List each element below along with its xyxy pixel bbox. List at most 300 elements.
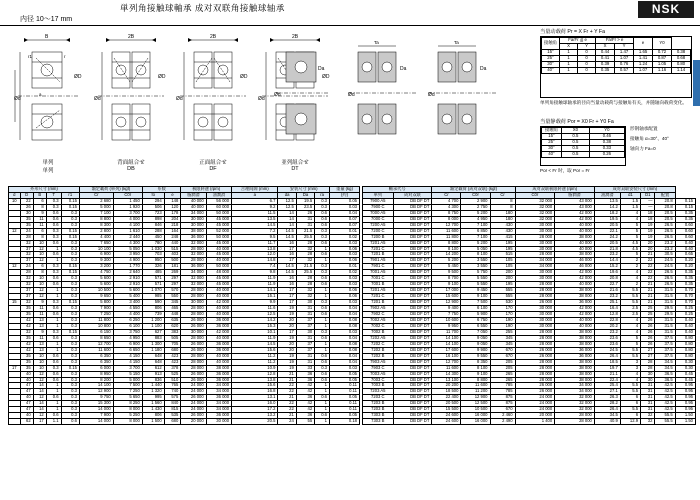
table-cell: 21 (278, 377, 296, 383)
table-cell: 4.5 (620, 246, 640, 252)
table-cell: 19 (278, 365, 296, 371)
table-cell: 7 500 (113, 383, 142, 389)
table-cell: 0.3 (61, 383, 79, 389)
table-cell: 31 (296, 353, 314, 359)
table-cell: 28 (641, 359, 655, 365)
table-cell: 0.35 (675, 210, 695, 216)
right-colgroup-3: 成对双联安装尺寸 (mm) (594, 187, 675, 193)
table-cell: 2 440 (113, 234, 142, 240)
table-cell: 42 000 (555, 306, 595, 312)
table-cell: 0.41 (596, 55, 615, 61)
table-cell: 5 (620, 252, 640, 258)
table-cell: 15° (542, 133, 562, 139)
table-cell: 20.2 (594, 323, 620, 329)
svg-text:ØD: ØD (158, 74, 166, 80)
table-cell: 36 000 (206, 413, 231, 419)
table-cell: 14 (278, 222, 296, 228)
column-header: da (278, 192, 296, 198)
table-cell: 17 (9, 365, 21, 371)
table-cell: DB DF DT (393, 341, 432, 347)
table-cell: 31.5 (655, 329, 675, 335)
table-cell: 1.16 (653, 67, 672, 73)
table-cell: 0.06 (330, 258, 360, 264)
table-cell: 24 000 (515, 401, 555, 407)
table-cell: 0.3 (46, 234, 61, 240)
table-cell: 28 000 (515, 294, 555, 300)
table-cell: 0.04 (330, 312, 360, 318)
table-cell: 21 (641, 300, 655, 306)
table-cell: 45 000 (206, 216, 231, 222)
table-cell: 7201 B (363, 300, 394, 306)
table-cell: 9 950 (432, 323, 461, 329)
table-cell: 9 050 (461, 335, 490, 341)
table-row[interactable] (9, 419, 360, 425)
table-cell: 12 (33, 258, 46, 264)
table-cell: 0.03 (330, 365, 360, 371)
table-cell: 30 000 (515, 312, 555, 318)
table-cell: 612 (142, 365, 164, 371)
table-cell: 0.3 (61, 335, 79, 341)
table-cell: 180 (490, 210, 515, 216)
column-header: 成对双联 (393, 192, 432, 198)
table-cell: 40 000 (206, 335, 231, 341)
table-cell: DB DF DT (393, 312, 432, 318)
table-cell: 24.5 (655, 258, 675, 264)
table-cell: 21.1 (594, 371, 620, 377)
table-cell: 0.3 (46, 228, 61, 234)
table-cell: 7201 C (363, 246, 394, 252)
table-cell: 27 (641, 353, 655, 359)
table-cell: 9 300 (79, 258, 113, 264)
table-cell: 15 (9, 300, 21, 306)
table-cell: 25.5 (296, 270, 314, 276)
table-cell: 0.70 (675, 294, 695, 300)
table-cell: 1 (560, 49, 578, 55)
table-cell: 0.57 (615, 67, 634, 73)
table-cell: 8 (33, 234, 46, 240)
table-cell: 7200 C (363, 228, 394, 234)
table-cell: DB DF DT (393, 317, 432, 323)
table-cell: 40 000 (555, 246, 595, 252)
table-cell: 11.9 (232, 335, 278, 341)
table-cell: 5 050 (461, 246, 490, 252)
table-cell: 56 000 (206, 198, 231, 204)
table-cell: 7.2 (232, 228, 278, 234)
column-header: C0r (461, 192, 490, 198)
table-cell: 30 000 (515, 323, 555, 329)
table-cell: 32 000 (555, 407, 595, 413)
table-cell: 32 000 (515, 204, 555, 210)
table-cell: 36 000 (555, 353, 595, 359)
table-cell: 8 800 (432, 240, 461, 246)
table-cell: 16.8 (232, 389, 278, 395)
table-cell: 26 000 (515, 300, 555, 306)
table-cell: 48 000 (206, 270, 231, 276)
table-cell: 345 (490, 341, 515, 347)
table-cell: 1 (560, 67, 578, 73)
table-cell: 30 (641, 371, 655, 377)
table-cell: 31 (641, 389, 655, 395)
table-cell: 28 000 (515, 329, 555, 335)
figure-caption-df-code: DF (209, 166, 217, 172)
table-cell: 24 600 (432, 419, 461, 425)
table-cell: 9 (33, 210, 46, 216)
table-cell: 36 000 (555, 347, 595, 353)
table-cell: 42 (296, 389, 314, 395)
table-cell: 5 400 (113, 294, 142, 300)
table-cell: 0.3 (46, 270, 61, 276)
table-cell: 1 (46, 317, 61, 323)
table-cell: 3 200 (79, 264, 113, 270)
table-cell: 8 650 (79, 335, 113, 341)
table-cell: 0.04 (330, 335, 360, 341)
table-cell: 14.1 (232, 288, 278, 294)
table-cell: 20 000 (515, 413, 555, 419)
table-cell: 0.6 (61, 419, 79, 425)
table-cell: 0.76 (615, 61, 634, 67)
table-cell: 326 (142, 264, 164, 270)
table-cell: 20.5 (232, 419, 278, 425)
mounting-figure-pair-1 (346, 34, 426, 154)
table-cell: 723 (142, 210, 164, 216)
table-cell: 37.5 (655, 353, 675, 359)
table-cell: 0.5 (562, 139, 590, 145)
table-cell: 17 (278, 288, 296, 294)
table-cell: DB DF DT (393, 359, 432, 365)
table-cell: 10 (33, 282, 46, 288)
table-cell: 1.41 (634, 55, 653, 61)
table-cell: 32 (296, 294, 314, 300)
table-cell: 38 000 (555, 335, 595, 341)
table-cell: 32 000 (515, 216, 555, 222)
table-cell: 0.35 (675, 270, 695, 276)
table-cell: 1 (46, 401, 61, 407)
table-cell: 40° (542, 151, 562, 157)
table-cell: 30 (20, 210, 33, 216)
table-cell: 14.4 (594, 258, 620, 264)
table-cell: 24.5 (594, 347, 620, 353)
table-cell: 5.5 (620, 389, 640, 395)
table-cell: 40 (20, 371, 33, 377)
table-cell: 0.3 (315, 329, 330, 335)
left-table-body (9, 198, 360, 424)
table-cell: 22.7 (594, 282, 620, 288)
table-cell: 9 (33, 329, 46, 335)
table-cell: 17 (33, 419, 46, 425)
right-data-table[interactable] (362, 186, 696, 425)
table-cell: 12.5 (278, 204, 296, 210)
table-cell: 7003 C (363, 377, 394, 383)
page-title: 単列角接触球軸承 成对双联角接触球轴承 (120, 3, 285, 13)
table-cell: 26.5 (655, 276, 675, 282)
table-cell: 0.08 (330, 347, 360, 353)
table-cell: 47 (20, 407, 33, 413)
left-data-table-wrap[interactable] (8, 186, 360, 494)
svg-text:Ød: Ød (348, 92, 355, 98)
page-header (0, 0, 700, 26)
table-cell: 11 600 (432, 228, 461, 234)
right-side-note-2: 接触角 α=30°、40° (630, 136, 669, 141)
svg-text:Da: Da (480, 66, 487, 72)
table-cell: 0.3 (315, 204, 330, 210)
table-cell: 0.40 (675, 329, 695, 335)
table-cell: 0.3 (315, 228, 330, 234)
table-cell: 19.6 (594, 270, 620, 276)
table-cell: 0.6 (315, 252, 330, 258)
table-cell: DB DF DT (393, 240, 432, 246)
table-cell: 8 700 (432, 276, 461, 282)
table-cell: 218 (164, 222, 181, 228)
table-cell: 8 (33, 270, 46, 276)
table-cell: 0.95 (675, 401, 695, 407)
table-cell: 37.5 (655, 347, 675, 353)
table-cell: 36 000 (181, 234, 206, 240)
table-cell: 2 (620, 282, 640, 288)
table-cell: 42 000 (206, 300, 231, 306)
table-cell: 31 (296, 335, 314, 341)
table-cell: 0.08 (330, 323, 360, 329)
table-cell: 12 (33, 246, 46, 252)
table-cell: 12 (9, 264, 21, 270)
table-cell: 34 000 (206, 407, 231, 413)
table-cell: 19 (278, 335, 296, 341)
table-cell: 14 100 (432, 335, 461, 341)
table-cell: 0.6 (46, 335, 61, 341)
table-cell: 0.05 (330, 395, 360, 401)
table-cell: 0.06 (330, 288, 360, 294)
table-cell: 0.6 (46, 276, 61, 282)
table-cell: 26.5 (655, 282, 675, 288)
table-cell: 1 070 (142, 288, 164, 294)
table-cell: 0.08 (330, 317, 360, 323)
table-cell: 4 150 (113, 359, 142, 365)
table-cell: 2 680 (79, 198, 113, 204)
table-row (542, 67, 691, 73)
page-subtitle: 内径 10～17 mm (20, 16, 73, 23)
table-cell: 30 (641, 377, 655, 383)
table-cell: 42 (296, 401, 314, 407)
table-cell: 148 (164, 198, 181, 204)
table-cell: 26 (296, 210, 314, 216)
table-cell: 7 100 (79, 210, 113, 216)
table-cell: 506 (142, 204, 164, 210)
table-cell: 36 000 (181, 264, 206, 270)
column-header: d (9, 192, 21, 198)
table-cell: 26 (641, 341, 655, 347)
table-cell: 34 000 (181, 270, 206, 276)
table-cell: 0.6 (315, 377, 330, 383)
table-cell: 36 (296, 413, 314, 419)
table-cell: 22.8 (594, 317, 620, 323)
table-cell: 1 (315, 246, 330, 252)
table-cell: 36 000 (206, 347, 231, 353)
table-cell: 31 (641, 401, 655, 407)
table-cell: 20 (278, 323, 296, 329)
table-cell: 913 (142, 371, 164, 377)
table-cell: 42 000 (555, 210, 595, 216)
table-cell: 40 000 (206, 312, 231, 318)
table-cell: DB DF DT (393, 389, 432, 395)
table-cell: 846 (142, 222, 164, 228)
column-header: C0r (515, 192, 555, 198)
table-cell: 5.5 (620, 407, 640, 413)
table-cell: 25 (641, 312, 655, 318)
table-cell: 45 000 (206, 240, 231, 246)
table-cell: 4 (620, 371, 640, 377)
table-cell: 0.70 (675, 300, 695, 306)
table-cell: 571 (142, 282, 164, 288)
column-header: Cr (490, 192, 515, 198)
svg-text:r1: r1 (28, 54, 33, 59)
table-cell: 6 650 (113, 347, 142, 353)
table-cell: 26 000 (515, 347, 555, 353)
table-cell: 42.5 (655, 389, 675, 395)
table-cell: 0.25 (675, 306, 695, 312)
svg-text:Ød: Ød (176, 96, 183, 102)
table-cell: 10 (33, 252, 46, 258)
table-cell: 26.4 (594, 407, 620, 413)
table-cell: 3 700 (113, 365, 142, 371)
column-header: 単列 (363, 192, 394, 198)
table-cell: 8 (490, 204, 515, 210)
table-cell: DB DF DT (393, 377, 432, 383)
figure-caption-db: 背面組合せ (117, 160, 145, 166)
table-cell: 0.3 (61, 317, 79, 323)
table-cell: 31.5 (655, 288, 675, 294)
table-cell: 10 800 (79, 323, 113, 329)
table-cell: 12 500 (461, 401, 490, 407)
table-cell: 9 650 (79, 294, 113, 300)
table-cell: 22 (641, 270, 655, 276)
table-cell: 4 400 (113, 312, 142, 318)
table-cell: 12.0 (232, 252, 278, 258)
left-colgroup-1: 額定載荷 (単列) (kgf) (79, 187, 142, 193)
table-cell: 0.01 (330, 228, 360, 234)
table-cell: 1 200 (142, 317, 164, 323)
table-cell: 765 (164, 383, 181, 389)
table-cell: 40 000 (206, 294, 231, 300)
table-cell: 35 (20, 222, 33, 228)
table-cell: — (641, 204, 655, 210)
table-cell: 31 (296, 216, 314, 222)
table-cell: 950 (142, 258, 164, 264)
table-cell: 15 300 (79, 401, 113, 407)
table-cell: 38 000 (555, 294, 595, 300)
table-cell: 26 000 (181, 341, 206, 347)
table-cell: 52 000 (206, 228, 231, 234)
table-cell: 28 000 (515, 252, 555, 258)
table-cell: 17 (278, 300, 296, 306)
table-cell: DB DF DT (393, 401, 432, 407)
table-cell: 14 300 (432, 371, 461, 377)
table-cell: 12 700 (432, 359, 461, 365)
table-cell: 265 (490, 371, 515, 377)
table-cell: 19.5 (594, 216, 620, 222)
right-table-body (363, 198, 696, 424)
table-cell: 2 910 (113, 276, 142, 282)
table-cell: 7003 A5 (363, 371, 394, 377)
table-cell: 13 (33, 317, 46, 323)
table-cell: 26.5 (655, 222, 675, 228)
left-colgroup-0: 外形尺寸 (mm) (9, 187, 80, 193)
table-cell: 0.3 (61, 407, 79, 413)
table-cell: 31 (641, 407, 655, 413)
table-cell: 0.15 (61, 270, 79, 276)
table-cell: 4 (620, 329, 640, 335)
table-row[interactable] (363, 419, 696, 425)
table-cell: 6.7 (232, 198, 278, 204)
table-cell: 32 (20, 240, 33, 246)
table-cell: 0.3 (61, 288, 79, 294)
table-cell: 21 (641, 282, 655, 288)
table-cell: 32 (296, 258, 314, 264)
table-cell: 13.1 (232, 395, 278, 401)
table-cell: 7002 C (363, 323, 394, 329)
table-cell: 42 (20, 347, 33, 353)
table-cell: 0.11 (330, 407, 360, 413)
table-cell: 26 (641, 335, 655, 341)
table-cell: 2 (620, 264, 640, 270)
table-cell: 28 000 (181, 365, 206, 371)
table-cell: 7 100 (461, 222, 490, 228)
table-cell: 1 (315, 317, 330, 323)
table-cell: 40 000 (206, 359, 231, 365)
table-cell: 836 (142, 377, 164, 383)
table-cell: 37 (296, 341, 314, 347)
table-cell: 0.72 (653, 49, 672, 55)
table-cell: 32 000 (181, 240, 206, 246)
table-cell: 7200 A5 (363, 222, 394, 228)
table-cell: 4 550 (113, 306, 142, 312)
table-cell: 34 000 (555, 383, 595, 389)
table-cell: DB DF DT (393, 347, 432, 353)
table-cell: 14 000 (79, 419, 113, 425)
table-cell: 40 000 (206, 306, 231, 312)
table-cell: 11 (33, 216, 46, 222)
table-cell: 20.5 (655, 210, 675, 216)
left-colgroup-4: 合理间隙 (mm) (232, 187, 278, 193)
table-cell: 21 (278, 371, 296, 377)
table-cell: 29.5 (655, 312, 675, 318)
table-cell: 4 (620, 317, 640, 323)
table-cell: 26 000 (181, 347, 206, 353)
table-cell: 32 000 (515, 198, 555, 204)
table-cell: 10 (33, 353, 46, 359)
svg-text:ØD: ØD (322, 74, 330, 80)
table-cell: 3 550 (461, 264, 490, 270)
table-cell: 1 (315, 347, 330, 353)
table-cell: 6 (620, 395, 640, 401)
table-cell: 20 500 (432, 401, 461, 407)
table-cell: 3 700 (113, 210, 142, 216)
dynamic-load-table: 接触角 Fa/Fr ≦ e Fa/Fr > e e Y0 X Y X Y 15° 1 0 0.44 1.47 1.65 0.72 0.38 25° 1 0 0.41 1.07 1.41 0.87 0.68 30° 1 0 0.39 0.76 1.24 1.05 0.80 40° 1 0 0.35 0.57 1.07 1.16 1.14 (540, 36, 692, 98)
table-cell: 3 550 (461, 258, 490, 264)
table-cell: 12 (33, 294, 46, 300)
table-cell: 55.5 (655, 413, 675, 419)
table-cell: 34.5 (655, 359, 675, 365)
table-cell: 1 (46, 258, 61, 264)
table-cell: 0.40 (675, 323, 695, 329)
table-cell: 0.65 (675, 252, 695, 258)
left-data-table[interactable] (8, 186, 360, 425)
table-cell: 16.0 (232, 401, 278, 407)
table-cell: 20 200 (432, 383, 461, 389)
table-cell: 7001 A5 (363, 270, 394, 276)
right-data-table-wrap[interactable] (362, 186, 696, 494)
table-cell: 38 000 (555, 365, 595, 371)
table-cell: 0.20 (675, 258, 695, 264)
table-cell: 12 700 (79, 341, 113, 347)
